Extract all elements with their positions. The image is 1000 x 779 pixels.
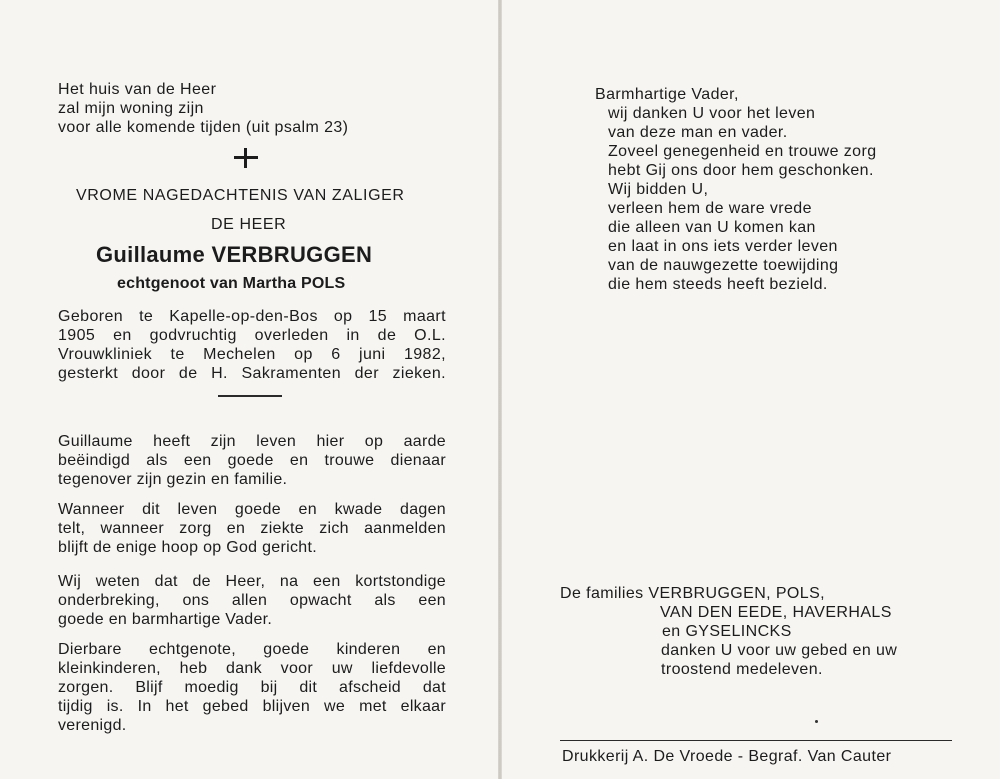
prayer-line: en laat in ons iets verder leven xyxy=(608,238,838,255)
birth-death-details xyxy=(58,307,446,383)
family-thanks xyxy=(560,584,897,679)
paragraph-line: Guillaume heeft zijn leven hier op aarde xyxy=(58,433,446,450)
prayer-line: van deze man en vader. xyxy=(608,124,788,141)
deceased-name: Guillaume VERBRUGGEN xyxy=(96,242,373,267)
psalm-line: Het huis van de Heer xyxy=(58,81,217,98)
paragraph-line: tegenover zijn gezin en familie. xyxy=(58,471,288,488)
psalm-line: zal mijn woning zijn xyxy=(58,100,204,117)
paragraph-line: tijdig is. In het gebed blijven we met elkaar xyxy=(58,698,446,715)
paragraph-faith xyxy=(58,572,446,629)
details-line: Vrouwkliniek te Mechelen op 6 juni 1982, xyxy=(58,346,446,363)
paragraph-line: Wij weten dat de Heer, na een kortstondige xyxy=(58,573,446,590)
prayer-line: Wij bidden U, xyxy=(608,181,709,198)
paragraph-hope xyxy=(58,500,446,557)
paragraph-line: Wanneer dit leven goede en kwade dagen xyxy=(58,501,446,518)
prayer-line: van de nauwgezette toewijding xyxy=(608,257,839,274)
paper-speck xyxy=(815,720,818,723)
prayer-line: Barmhartige Vader, xyxy=(595,86,739,103)
paragraph-line: beëindigd als een goede en trouwe dienaar xyxy=(58,452,446,469)
family-line: en GYSELINCKS xyxy=(662,623,792,640)
spouse-line: echtgenoot van Martha POLS xyxy=(117,275,346,292)
details-line: gesterkt door de H. Sakramenten der zieken. xyxy=(58,365,446,382)
paragraph-line: verenigd. xyxy=(58,717,127,734)
cross-icon xyxy=(234,148,258,168)
paragraph-line: telt, wanneer zorg en ziekte zich aanmelden xyxy=(58,520,446,537)
prayer xyxy=(595,85,877,294)
paragraph-line: onderbreking, ons allen opwacht als een xyxy=(58,592,446,609)
details-line: Geboren te Kapelle-op-den-Bos op 15 maart xyxy=(58,308,446,325)
family-line: VAN DEN EEDE, HAVERHALS xyxy=(660,604,892,621)
family-line: De families VERBRUGGEN, POLS, xyxy=(560,585,825,602)
family-line: danken U voor uw gebed en uw xyxy=(661,642,898,659)
prayer-line: die alleen van U komen kan xyxy=(608,219,816,236)
divider-rule xyxy=(218,395,282,397)
prayer-line: verleen hem de ware vrede xyxy=(608,200,812,217)
memorial-heading: VROME NAGEDACHTENIS VAN ZALIGER xyxy=(76,187,405,204)
details-line: 1905 en godvruchtig overleden in de O.L. xyxy=(58,327,446,344)
paragraph-line: goede en barmhartige Vader. xyxy=(58,611,273,628)
prayer-line: Zoveel genegenheid en trouwe zorg xyxy=(608,143,877,160)
psalm-quote xyxy=(58,80,348,137)
prayer-line: hebt Gij ons door hem geschonken. xyxy=(608,162,874,179)
psalm-line: voor alle komende tijden (uit psalm 23) xyxy=(58,119,349,136)
family-line: troostend medeleven. xyxy=(661,661,823,678)
printer-rule xyxy=(560,740,952,741)
paragraph-line: kleinkinderen, heb dank voor uw liefdevolle xyxy=(58,660,446,677)
prayer-line: wij danken U voor het leven xyxy=(608,105,816,122)
printer-credit: Drukkerij A. De Vroede - Begraf. Van Cauter xyxy=(562,748,892,765)
paragraph-farewell xyxy=(58,640,446,735)
prayer-line: die hem steeds heeft bezield. xyxy=(608,276,828,293)
paragraph-line: blijft de enige hoop op God gericht. xyxy=(58,539,317,556)
paragraph-life xyxy=(58,432,446,489)
title-heading: DE HEER xyxy=(211,216,287,233)
paragraph-line: Dierbare echtgenote, goede kinderen en xyxy=(58,641,446,658)
paragraph-line: zorgen. Blijf moedig bij dit afscheid dat xyxy=(58,679,446,696)
